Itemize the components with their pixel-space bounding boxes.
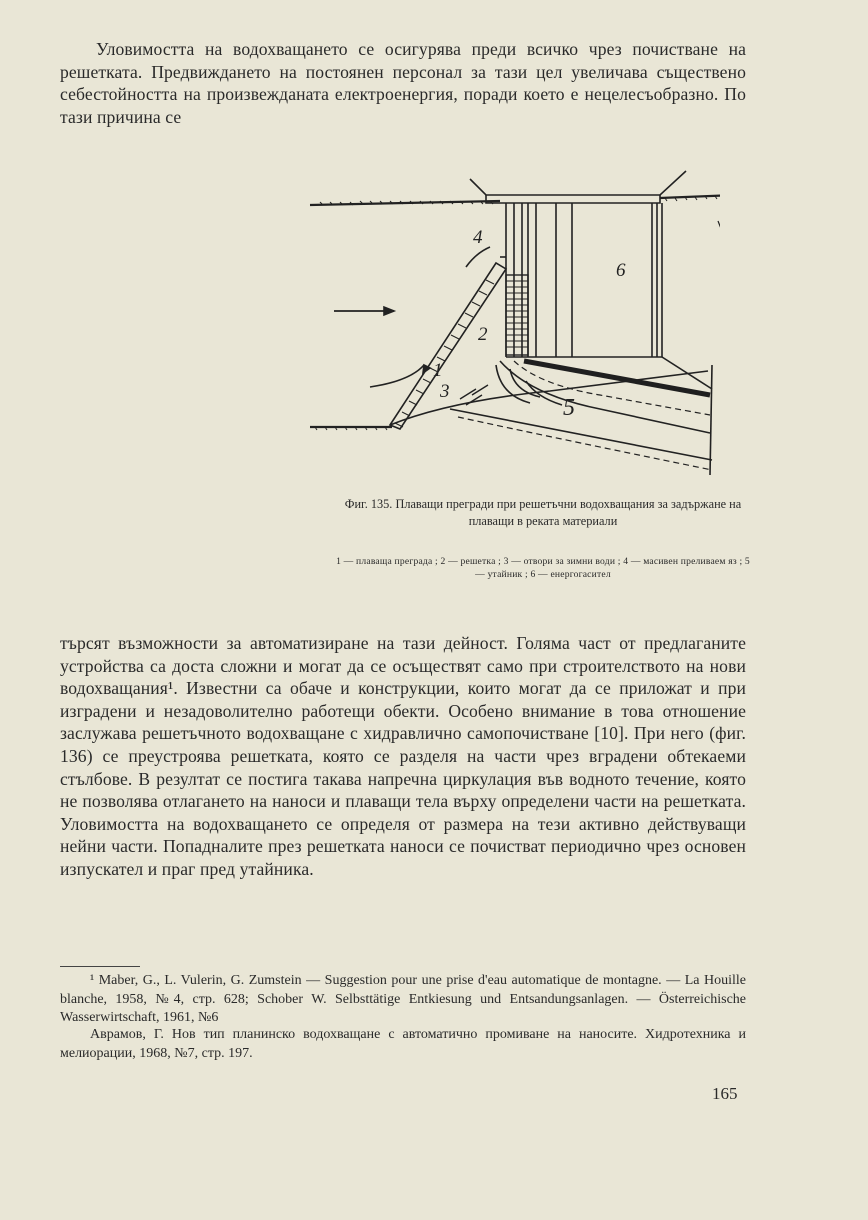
figure-label-3: 3 (440, 381, 450, 402)
figure-label-2: 2 (478, 324, 488, 345)
paragraph-bottom: търсят възможности за автоматизиране на тази дейност. Голяма част от предлаганите устройства са доста сложни и могат да се осъществят само при строителството на нови водохващания¹. Известни са обаче и конструкции, които могат да се приложат и при изградени и незадоволително работещи обекти. Особено внимание в това отношение заслужава решетъчното водохващане с хидравлично самопочистване [10]. При него (фиг. 136) се преустроява решетката, която се разделя на части чрез вградени обтекаеми стълбове. В резултат се постига такава напречна циркулация във водното течение, която не позволява отлагането на наноси и плаващи тела върху определени части на решетката. Уловимостта на водохващането се определя от размера на тези активно действуващи нейни части. Попадналите през решетката наноси се почистват периодично чрез основен изпускател и праг пред утайника. (60, 633, 746, 879)
figure-label-4: 4 (473, 227, 483, 248)
paragraph-top: Уловимостта на водохващането се осигурява преди всичко чрез почистване на решетката. Предвиждането на постоянен персонал за тази цел увеличава съществено себестойността на произвежданата електроенергия, поради което е нецелесъобразно. По тази причина се (60, 39, 746, 127)
figure-label-1: 1 (433, 360, 443, 381)
footnote-1: ¹ Maber, G., L. Vulerin, G. Zumstein — Suggestion pour une prise d'eau automatique de montagne. — La Houille blanche, 1958, №4, стр. 628; Schober W. Selbsttätige Entkiesung und Entsandungsanlagen. — Österreichische Wasserwirtschaft, 1961, №6 (60, 973, 746, 1025)
page-number: 165 (712, 1084, 738, 1103)
figure-label-5: 5 (563, 395, 575, 421)
figure-legend: 1 — плаваща преграда ; 2 — решетка ; 3 — отвори за зимни води ; 4 — масивен преливаем яз ; 5 — утайник ; 6 — енергогасител (336, 556, 750, 580)
figure-caption: Фиг. 135. Плаващи прегради при решетъчни водохващания за задържане на плаващи в реката материали (344, 497, 742, 528)
figure-135-diagram (300, 165, 720, 485)
footnote-2: Аврамов, Г. Нов тип планинско водохващане с автоматично промиване на наносите. Хидротехника и мелиорации, 1968, №7, стр. 197. (60, 1027, 746, 1061)
figure-label-6: 6 (616, 260, 626, 281)
footnote-divider (60, 966, 140, 967)
